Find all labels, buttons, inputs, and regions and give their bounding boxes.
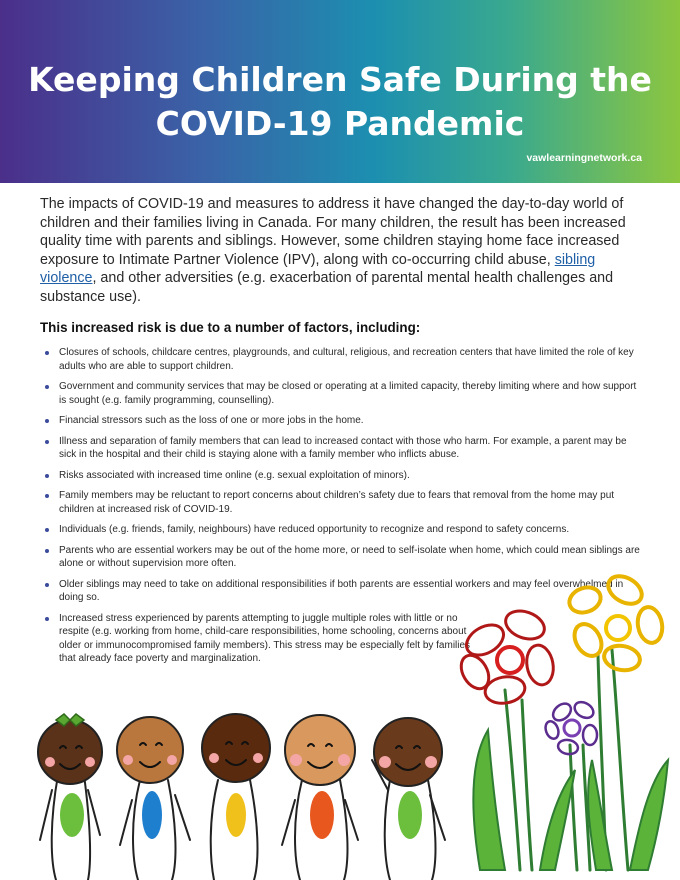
intro-text-start: The impacts of COVID-19 and measures to address it have changed the day-to-day world of children and their families living in Canada. For many children, the result has been increased quality time with parents and siblings. However, some children staying home face increased exposure to Intimate Partner Violence (IPV), along with co-occurring child abuse, bbox=[40, 196, 626, 268]
list-item bbox=[44, 578, 644, 605]
list-item-text: Parents who are essential workers may be out of the home more, or need to self-isolate when home, which could mean siblings are alone or without supervision more often. bbox=[59, 544, 640, 569]
list-item-text: Increased stress experienced by parents attempting to juggle multiple roles with little or no respite (e.g. working from home, child-care responsibilities, home schooling, concerns about older or immunocompromised family members). This stress may be especially felt by families that already face poverty and marginalization. bbox=[59, 612, 471, 664]
list-item bbox=[44, 612, 474, 666]
list-item bbox=[44, 489, 644, 516]
intro-text-end: , and other adversities (e.g. exacerbation of parental mental health challenges and substance use). bbox=[40, 270, 614, 305]
list-item-text: Illness and separation of family members that can lead to increased contact with those who harm. For example, a parent may be sick in the hospital and their child is staying alone with a family member who inflicts abuse. bbox=[59, 435, 627, 460]
list-item-text: Closures of schools, childcare centres, playgrounds, and cultural, religious, and recreation centers that have limited the role of key adults who are able to support children. bbox=[59, 347, 634, 372]
factors-list bbox=[44, 346, 644, 673]
list-item-text: Government and community services that may be closed or operating at a limited capacity, thereby limiting where and how support is sought (e.g. family programming, counselling). bbox=[59, 381, 637, 406]
list-item bbox=[44, 414, 644, 428]
bullet-icon bbox=[45, 583, 49, 587]
bullet-icon bbox=[45, 351, 49, 355]
header-banner bbox=[0, 0, 680, 183]
list-item bbox=[44, 346, 644, 373]
list-item bbox=[44, 380, 644, 407]
bullet-icon bbox=[45, 549, 49, 553]
page-title: Keeping Children Safe During the COVID-19 Pandemic bbox=[28, 60, 652, 143]
intro-paragraph bbox=[40, 195, 642, 307]
list-item bbox=[44, 544, 644, 571]
bullet-icon bbox=[45, 385, 49, 389]
sibling-violence-link[interactable]: sibling violence bbox=[40, 251, 596, 287]
factors-heading: This increased risk is due to a number of factors, including: bbox=[40, 320, 421, 335]
website-label: vawlearningnetwork.ca bbox=[526, 152, 642, 164]
bullet-icon bbox=[45, 474, 49, 478]
list-item-text: Risks associated with increased time online (e.g. sexual exploitation of minors). bbox=[59, 469, 410, 481]
bullet-icon bbox=[45, 528, 49, 532]
list-item-text: Family members may be reluctant to report concerns about children’s safety due to fears that removal from the home may put children at increased risk of COVID-19. bbox=[59, 490, 615, 515]
list-item bbox=[44, 469, 644, 483]
list-item-text: Financial stressors such as the loss of one or more jobs in the home. bbox=[59, 415, 364, 426]
list-item bbox=[44, 523, 644, 537]
bullet-icon bbox=[45, 494, 49, 498]
bullet-icon bbox=[45, 440, 49, 444]
list-item bbox=[44, 435, 644, 462]
bullet-icon bbox=[45, 419, 49, 423]
bullet-icon bbox=[45, 617, 49, 621]
list-item-text: Individuals (e.g. friends, family, neighbours) have reduced opportunity to recognize and respond to safety concerns. bbox=[59, 524, 570, 535]
list-item-text: Older siblings may need to take on additional responsibilities if both parents are essential workers and may feel overwhelmed in doing so. bbox=[59, 578, 624, 603]
